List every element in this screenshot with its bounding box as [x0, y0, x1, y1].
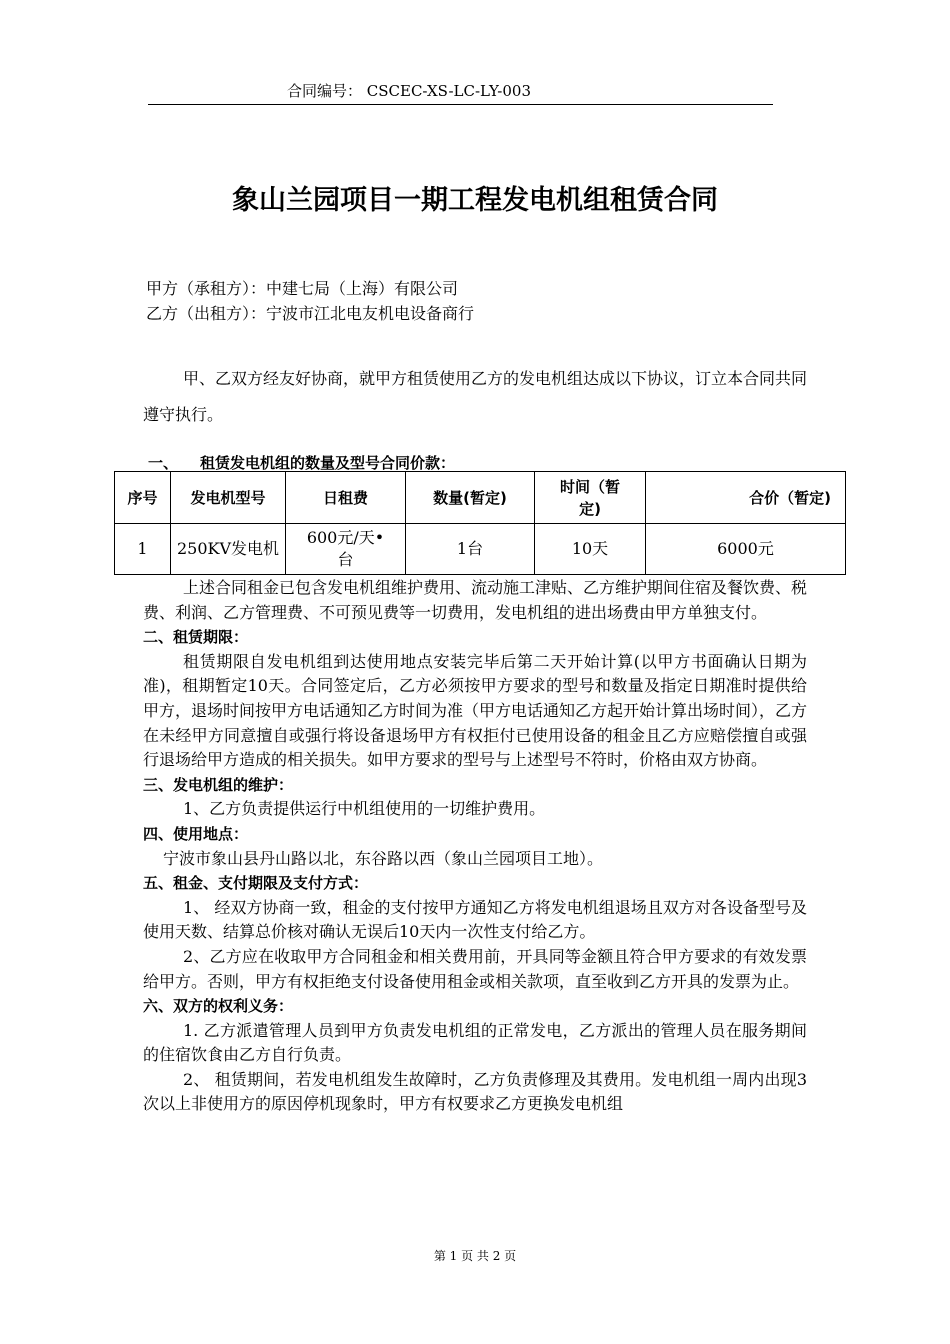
section-heading: 四、使用地点： — [143, 824, 249, 843]
table-row — [115, 524, 846, 575]
body-paragraph: 1、乙方负责提供运行中机组使用的一切维护费用。 — [183, 799, 546, 819]
rental-table — [114, 471, 846, 575]
contract-number: 合同编号： CSCEC-XS-LC-LY-003 — [287, 82, 531, 100]
table-header-cell: 时间（暂定) — [535, 472, 646, 524]
body-paragraph: 1. 乙方派遣管理人员到甲方负责发电机组的正常发电，乙方派出的管理人员在服务期间的住宿饮食由乙方自行负责。 — [143, 1020, 807, 1065]
table-cell: 1 — [115, 524, 171, 575]
table-cell: 1台 — [406, 524, 535, 575]
body-paragraph: 宁波市象山县丹山路以北，东谷路以西（象山兰园项目工地）。 — [163, 848, 604, 868]
party-a: 甲方（承租方）：中建七局（上海）有限公司 — [146, 279, 459, 298]
party-b: 乙方（出租方）：宁波市江北电友机电设备商行 — [146, 304, 475, 323]
section-1-title: 租赁发电机组的数量及型号合同价款： — [200, 454, 456, 472]
table-header-cell: 发电机型号 — [171, 472, 286, 524]
section-1-number: 一、 — [148, 454, 179, 472]
header-rule — [148, 104, 773, 105]
intro-paragraph: 甲、乙双方经友好协商，就甲方租赁使用乙方的发电机组达成以下协议，订立本合同共同遵守执行。 — [143, 369, 808, 424]
table-cell: 600元/天•台 — [286, 524, 406, 575]
table-header-row — [115, 472, 846, 524]
table-header-cell: 日租费 — [286, 472, 406, 524]
section-heading: 六、双方的权利义务： — [143, 997, 294, 1016]
section-heading: 五、租金、支付期限及支付方式： — [143, 874, 369, 893]
section-heading: 三、发电机组的维护： — [143, 775, 294, 794]
body-paragraph: 1、 经双方协商一致，租金的支付按甲方通知乙方将发电机组退场且双方对各设备型号及使用天数、结算总价核对确认无误后10天内一次性支付给乙方。 — [143, 897, 807, 942]
body-paragraph: 上述合同租金已包含发电机组维护费用、流动施工津贴、乙方维护期间住宿及餐饮费、税费、利润、乙方管理费、不可预见费等一切费用，发电机组的进出场费由甲方单独支付。 — [143, 578, 808, 622]
contract-body — [143, 576, 807, 1117]
body-paragraph: 2、乙方应在收取甲方合同租金和相关费用前，开具同等金额且符合甲方要求的有效发票给甲方。否则，甲方有权拒绝支付设备使用租金或相关款项，直至收到乙方开具的发票为止。 — [143, 946, 807, 991]
table-header-cell: 数量(暂定) — [406, 472, 535, 524]
table-cell: 250KV发电机 — [171, 524, 286, 575]
section-1-heading — [148, 452, 455, 473]
table-cell: 10天 — [535, 524, 646, 575]
section-heading: 二、租赁期限： — [143, 628, 249, 647]
body-paragraph: 租赁期限自发电机组到达使用地点安装完毕后第二天开始计算(以甲方书面确认日期为准)，租期暂定10天。合同签定后，乙方必须按甲方要求的型号和数量及指定日期准时提供给甲方，退场时间按甲方电话通知乙方时间为准（甲方电话通知乙方起开始计算出场时间），乙方在未经甲方同意擅自或强行将设备退场甲方有权拒付已使用设备的租金且乙方应赔偿擅自或强行退场给甲方造成的相关损失。如甲方要求的型号与上述型号不符时，价格由双方协商。 — [143, 651, 808, 770]
body-paragraph: 2、 租赁期间，若发电机组发生故障时，乙方负责修理及其费用。发电机组一周内出现3次以上非使用方的原因停机现象时，甲方有权要求乙方更换发电机组 — [143, 1069, 807, 1114]
document-title: 象山兰园项目一期工程发电机组租赁合同 — [232, 185, 718, 216]
table-header-cell: 序号 — [115, 472, 171, 524]
table-header-cell: 合价（暂定) — [646, 472, 846, 524]
table-cell: 6000元 — [646, 524, 846, 575]
page-footer: 第 1 页 共 2 页 — [433, 1249, 517, 1263]
